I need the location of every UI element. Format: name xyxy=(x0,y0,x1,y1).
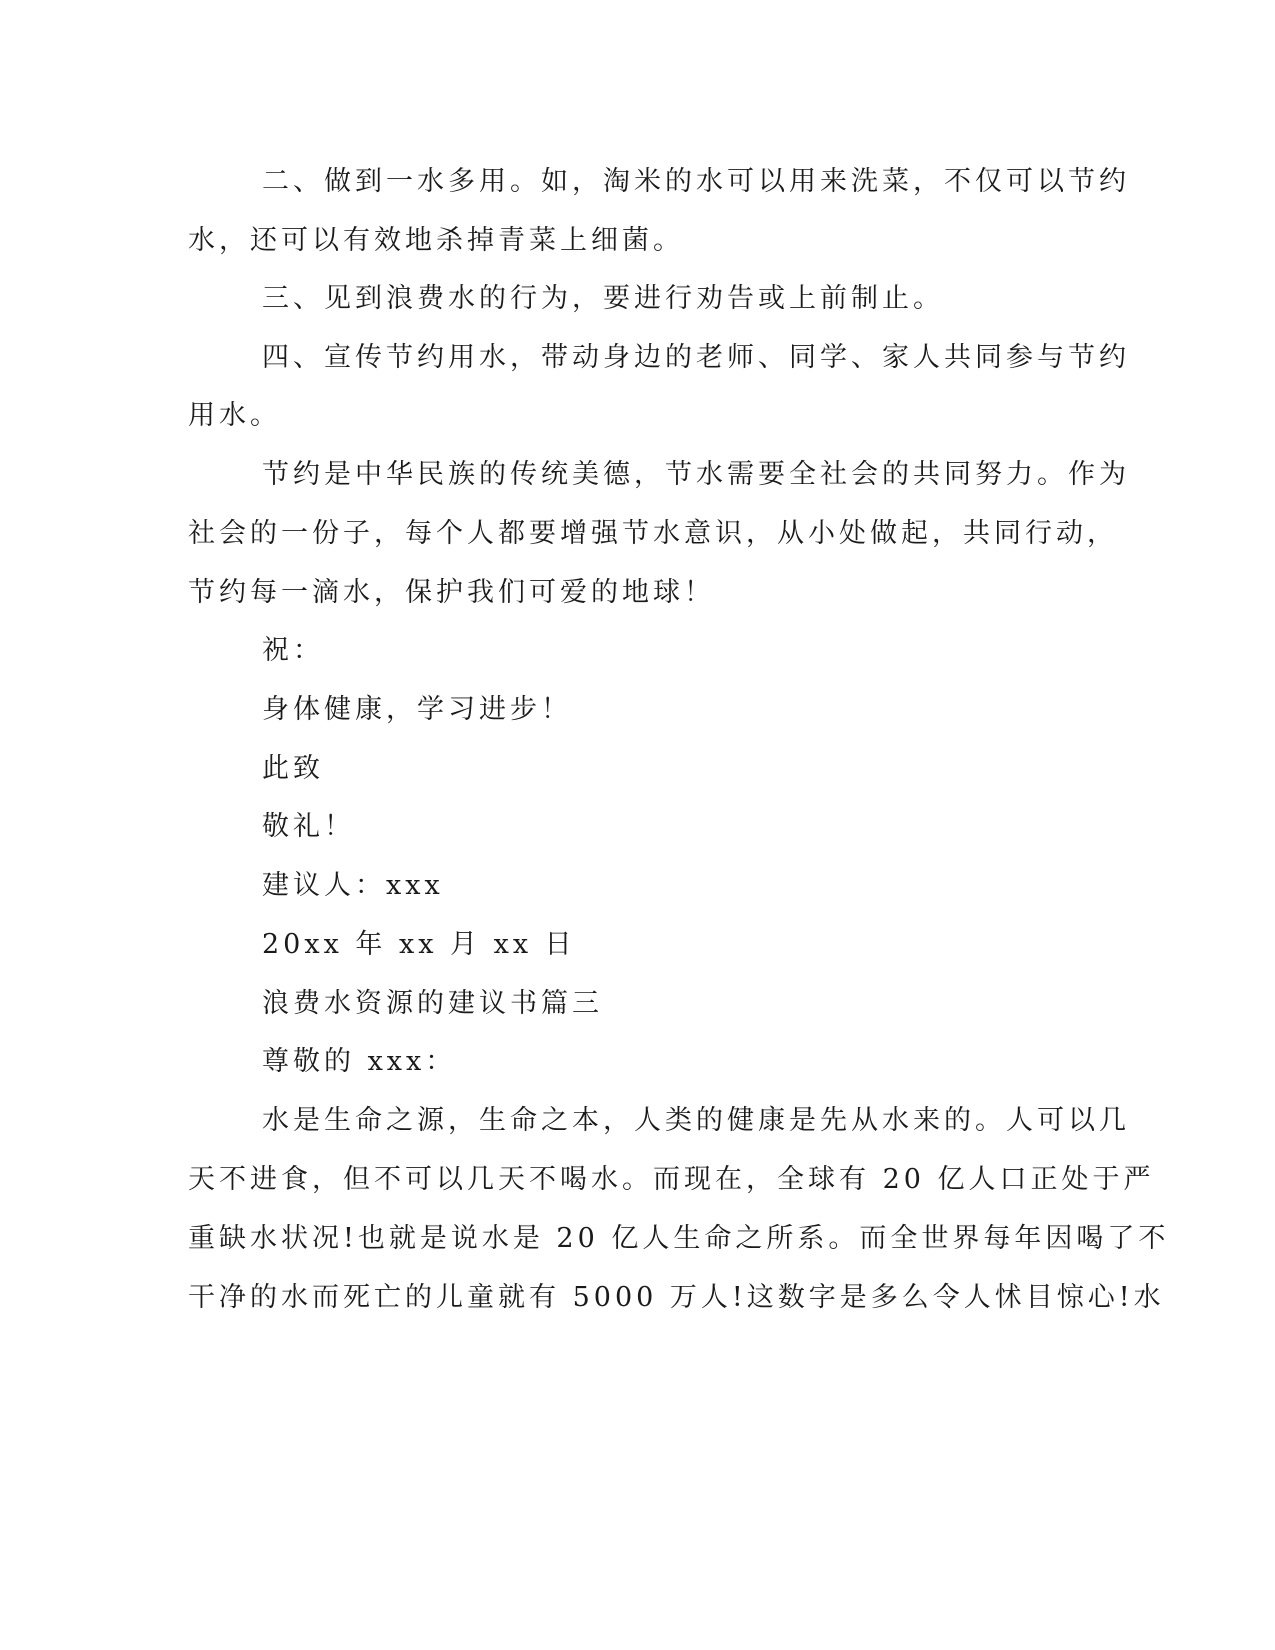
paragraph-line: 四、宣传节约用水，带动身边的老师、同学、家人共同参与节约 xyxy=(262,342,1130,373)
paragraph-line: 天不进食，但不可以几天不喝水。而现在，全球有 20 亿人口正处于严 xyxy=(188,1164,1155,1195)
paragraph-line: 三、见到浪费水的行为，要进行劝告或上前制止。 xyxy=(262,283,944,314)
paragraph-line: 二、做到一水多用。如，淘米的水可以用来洗菜，不仅可以节约 xyxy=(262,166,1130,197)
closing-line: 此致 xyxy=(262,753,324,784)
paragraph-line: 水，还可以有效地杀掉青菜上细菌。 xyxy=(188,225,684,256)
greeting-line: 尊敬的 xxx： xyxy=(262,1046,457,1077)
paragraph-line: 节约是中华民族的传统美德，节水需要全社会的共同努力。作为 xyxy=(262,459,1130,490)
wish-line: 身体健康，学习进步！ xyxy=(262,694,572,725)
paragraph-line: 用水。 xyxy=(188,400,281,431)
signature-line: 建议人：xxx xyxy=(262,870,444,901)
paragraph-line: 水是生命之源，生命之本，人类的健康是先从水来的。人可以几 xyxy=(262,1105,1130,1136)
section-title: 浪费水资源的建议书篇三 xyxy=(262,988,603,1019)
paragraph-line: 社会的一份子，每个人都要增强节水意识，从小处做起，共同行动， xyxy=(188,518,1118,549)
date-line: 20xx 年 xx 月 xx 日 xyxy=(262,929,576,960)
paragraph-line: 干净的水而死亡的儿童就有 5000 万人!这数字是多么令人怵目惊心!水 xyxy=(188,1282,1165,1313)
closing-line: 敬礼！ xyxy=(262,811,355,842)
paragraph-line: 节约每一滴水，保护我们可爱的地球！ xyxy=(188,577,715,608)
salutation-line: 祝： xyxy=(262,635,324,666)
paragraph-line: 重缺水状况!也就是说水是 20 亿人生命之所系。而全世界每年因喝了不 xyxy=(188,1223,1170,1254)
